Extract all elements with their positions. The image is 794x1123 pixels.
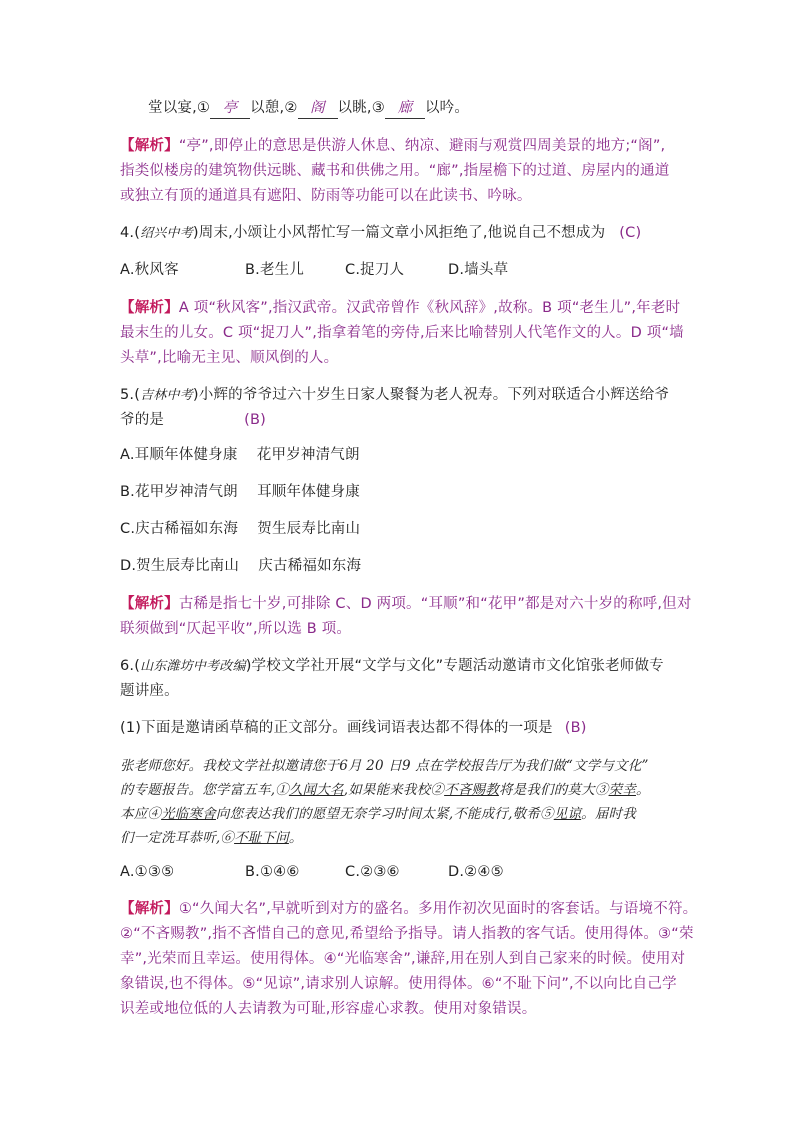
analysis-tag: 【解析】 <box>120 138 179 154</box>
underlined-phrase-3: 荣幸 <box>608 782 636 798</box>
analysis-tag: 【解析】 <box>120 300 179 316</box>
analysis-3-line-3: 或独立有顶的通道具有遮阳、防雨等功能可以在此读书、吟咏。 <box>120 188 532 204</box>
question-4-options <box>120 260 700 280</box>
question-6-1 <box>120 718 700 738</box>
letter-text: 们一定洗耳恭听,⑥ <box>120 830 235 846</box>
letter-line-2 <box>120 780 700 800</box>
option-b: B.①④⑥ <box>245 864 300 880</box>
option-a: A.秋风客 <box>120 262 179 278</box>
analysis-tag: 【解析】 <box>120 901 179 917</box>
letter-text: 。 <box>288 830 303 846</box>
question-source: 山东潍坊中考改编 <box>140 659 246 674</box>
underlined-phrase-2: 不吝赐教 <box>444 782 499 798</box>
underlined-phrase-6: 不耻下问 <box>234 830 289 846</box>
analysis-3-line-1 <box>120 136 700 156</box>
letter-line-4 <box>120 828 700 848</box>
analysis-6-line-2: ②“不吝赐教”,指不吝惜自己的意见,希望给予指导。请人指教的客气话。使用得体。③“荣 <box>120 926 694 942</box>
underlined-phrase-1: 久闻大名 <box>288 782 344 798</box>
question-text: )小辉的爷爷过六十岁生日家人聚餐为老人祝寿。下列对联适合小辉送给爷 <box>192 387 670 403</box>
q3-text-3: 以眺,③ <box>337 100 385 116</box>
underlined-phrase-4: 光临寒舍 <box>161 806 216 822</box>
question-number: 6.( <box>120 658 141 674</box>
letter-line-3 <box>120 804 700 824</box>
analysis-text: 古稀是指七十岁,可排除 C、D 两项。“耳顺”和“花甲”都是对六十岁的称呼,但对 <box>178 596 692 612</box>
letter-text: 的专题报告。您学富五车,① <box>120 782 289 798</box>
option-c: C.捉刀人 <box>345 262 405 278</box>
q3-blank-3: 廊 <box>385 98 425 119</box>
analysis-6-line-5: 识差或地位低的人去请教为可耻,形容虚心求教。使用对象错误。 <box>120 1001 537 1017</box>
question-text: (1)下面是邀请函草稿的正文部分。画线词语表达都不得体的一项是 <box>120 720 553 736</box>
q3-blank-1: 亭 <box>210 98 250 119</box>
analysis-6-line-3: 幸”,光荣而且幸运。使用得体。④“光临寒舍”,谦辞,用在别人到自己家来的时候。使用对 <box>120 951 686 967</box>
analysis-5-line-1 <box>120 594 700 614</box>
letter-text: 将是我们的莫大③ <box>498 782 609 798</box>
option-d: D.②④⑤ <box>448 864 504 880</box>
question-text: )学校文学社开展“文学与文化”专题活动邀请市文化馆张老师做专 <box>245 658 664 674</box>
question-number: 5.( <box>120 387 141 403</box>
analysis-4-line-3: 头草”,比喻无主见、顺风倒的人。 <box>120 350 339 366</box>
analysis-text: ①“久闻大名”,早就听到对方的盛名。多用作初次见面时的客套话。与语境不符。 <box>178 901 698 917</box>
letter-text: 。 <box>635 782 650 798</box>
question-4 <box>120 223 700 244</box>
question-5-line-1 <box>120 385 700 406</box>
q3-text-4: 以吟。 <box>424 100 470 116</box>
letter-text: 本应④ <box>120 806 162 822</box>
question-source: 吉林中考 <box>140 388 193 403</box>
option-c: C.②③⑥ <box>345 864 400 880</box>
option-d: D.墙头草 <box>448 262 509 278</box>
analysis-tag: 【解析】 <box>120 596 179 612</box>
q3-text-1: 堂以宴,① <box>148 100 211 116</box>
q5-option-d: D.贺生辰寿比南山 庆古稀福如东海 <box>120 558 362 574</box>
letter-text: ,如果能来我校② <box>343 782 445 798</box>
analysis-5-line-2: 联须做到“仄起平收”,所以选 B 项。 <box>120 621 352 637</box>
analysis-3-line-2: 指类似楼房的建筑物供远眺、藏书和供佛之用。“廊”,指屋檐下的过道、房屋内的通道 <box>120 163 670 179</box>
question-6-line-1 <box>120 656 700 677</box>
option-a: A.①③⑤ <box>120 864 175 880</box>
analysis-text: “亭”,即停止的意思是供游人休息、纳凉、避雨与观赏四周美景的地方;“阁”, <box>178 138 666 154</box>
analysis-text: A 项“秋风客”,指汉武帝。汉武帝曾作《秋风辞》,故称。B 项“老生儿”,年老时 <box>178 300 681 316</box>
analysis-6-line-1 <box>120 899 700 919</box>
letter-text: 向您表达我们的愿望无奈学习时间太紧,不能成行,敬希⑤ <box>215 806 554 822</box>
q5-option-b: B.花甲岁神清气朗 耳顺年体健身康 <box>120 484 360 500</box>
underlined-phrase-5: 见谅 <box>553 806 582 822</box>
question-answer: (B) <box>564 720 587 736</box>
analysis-6-line-4: 象错误,也不得体。⑤“见谅”,请求别人谅解。使用得体。⑥“不耻下问”,不以向比自己学 <box>120 976 677 992</box>
question-source: 绍兴中考 <box>140 226 193 241</box>
question-6-line-2: 题讲座。 <box>120 683 179 699</box>
question-6-1-options <box>120 862 700 882</box>
question-text: )周末,小颂让小风帮忙写一篇文章小风拒绝了,他说自己不想成为 <box>192 225 606 241</box>
analysis-4-line-2: 最末生的儿女。C 项“捉刀人”,指拿着笔的旁侍,后来比喻替别人代笔作文的人。D 项“墙 <box>120 325 684 341</box>
option-b: B.老生儿 <box>245 262 305 278</box>
question-answer: (C) <box>619 225 642 241</box>
question-text: 爷的是 <box>120 412 165 428</box>
letter-text: 。届时我 <box>581 806 636 822</box>
q3-blank-2: 阁 <box>298 98 338 119</box>
question-number: 4.( <box>120 225 141 241</box>
analysis-4-line-1 <box>120 298 700 318</box>
question-5-line-2 <box>120 410 700 430</box>
letter-line-1: 张老师您好。我校文学社拟邀请您于6月 20 日9 点在学校报告厅为我们做“文学与文化” <box>120 758 649 774</box>
q3-text-2: 以憩,② <box>250 100 298 116</box>
q5-option-c: C.庆古稀福如东海 贺生辰寿比南山 <box>120 521 361 537</box>
q5-option-a: A.耳顺年体健身康 花甲岁神清气朗 <box>120 447 360 463</box>
q3-fill-line <box>148 98 728 119</box>
question-answer: (B) <box>244 412 266 428</box>
